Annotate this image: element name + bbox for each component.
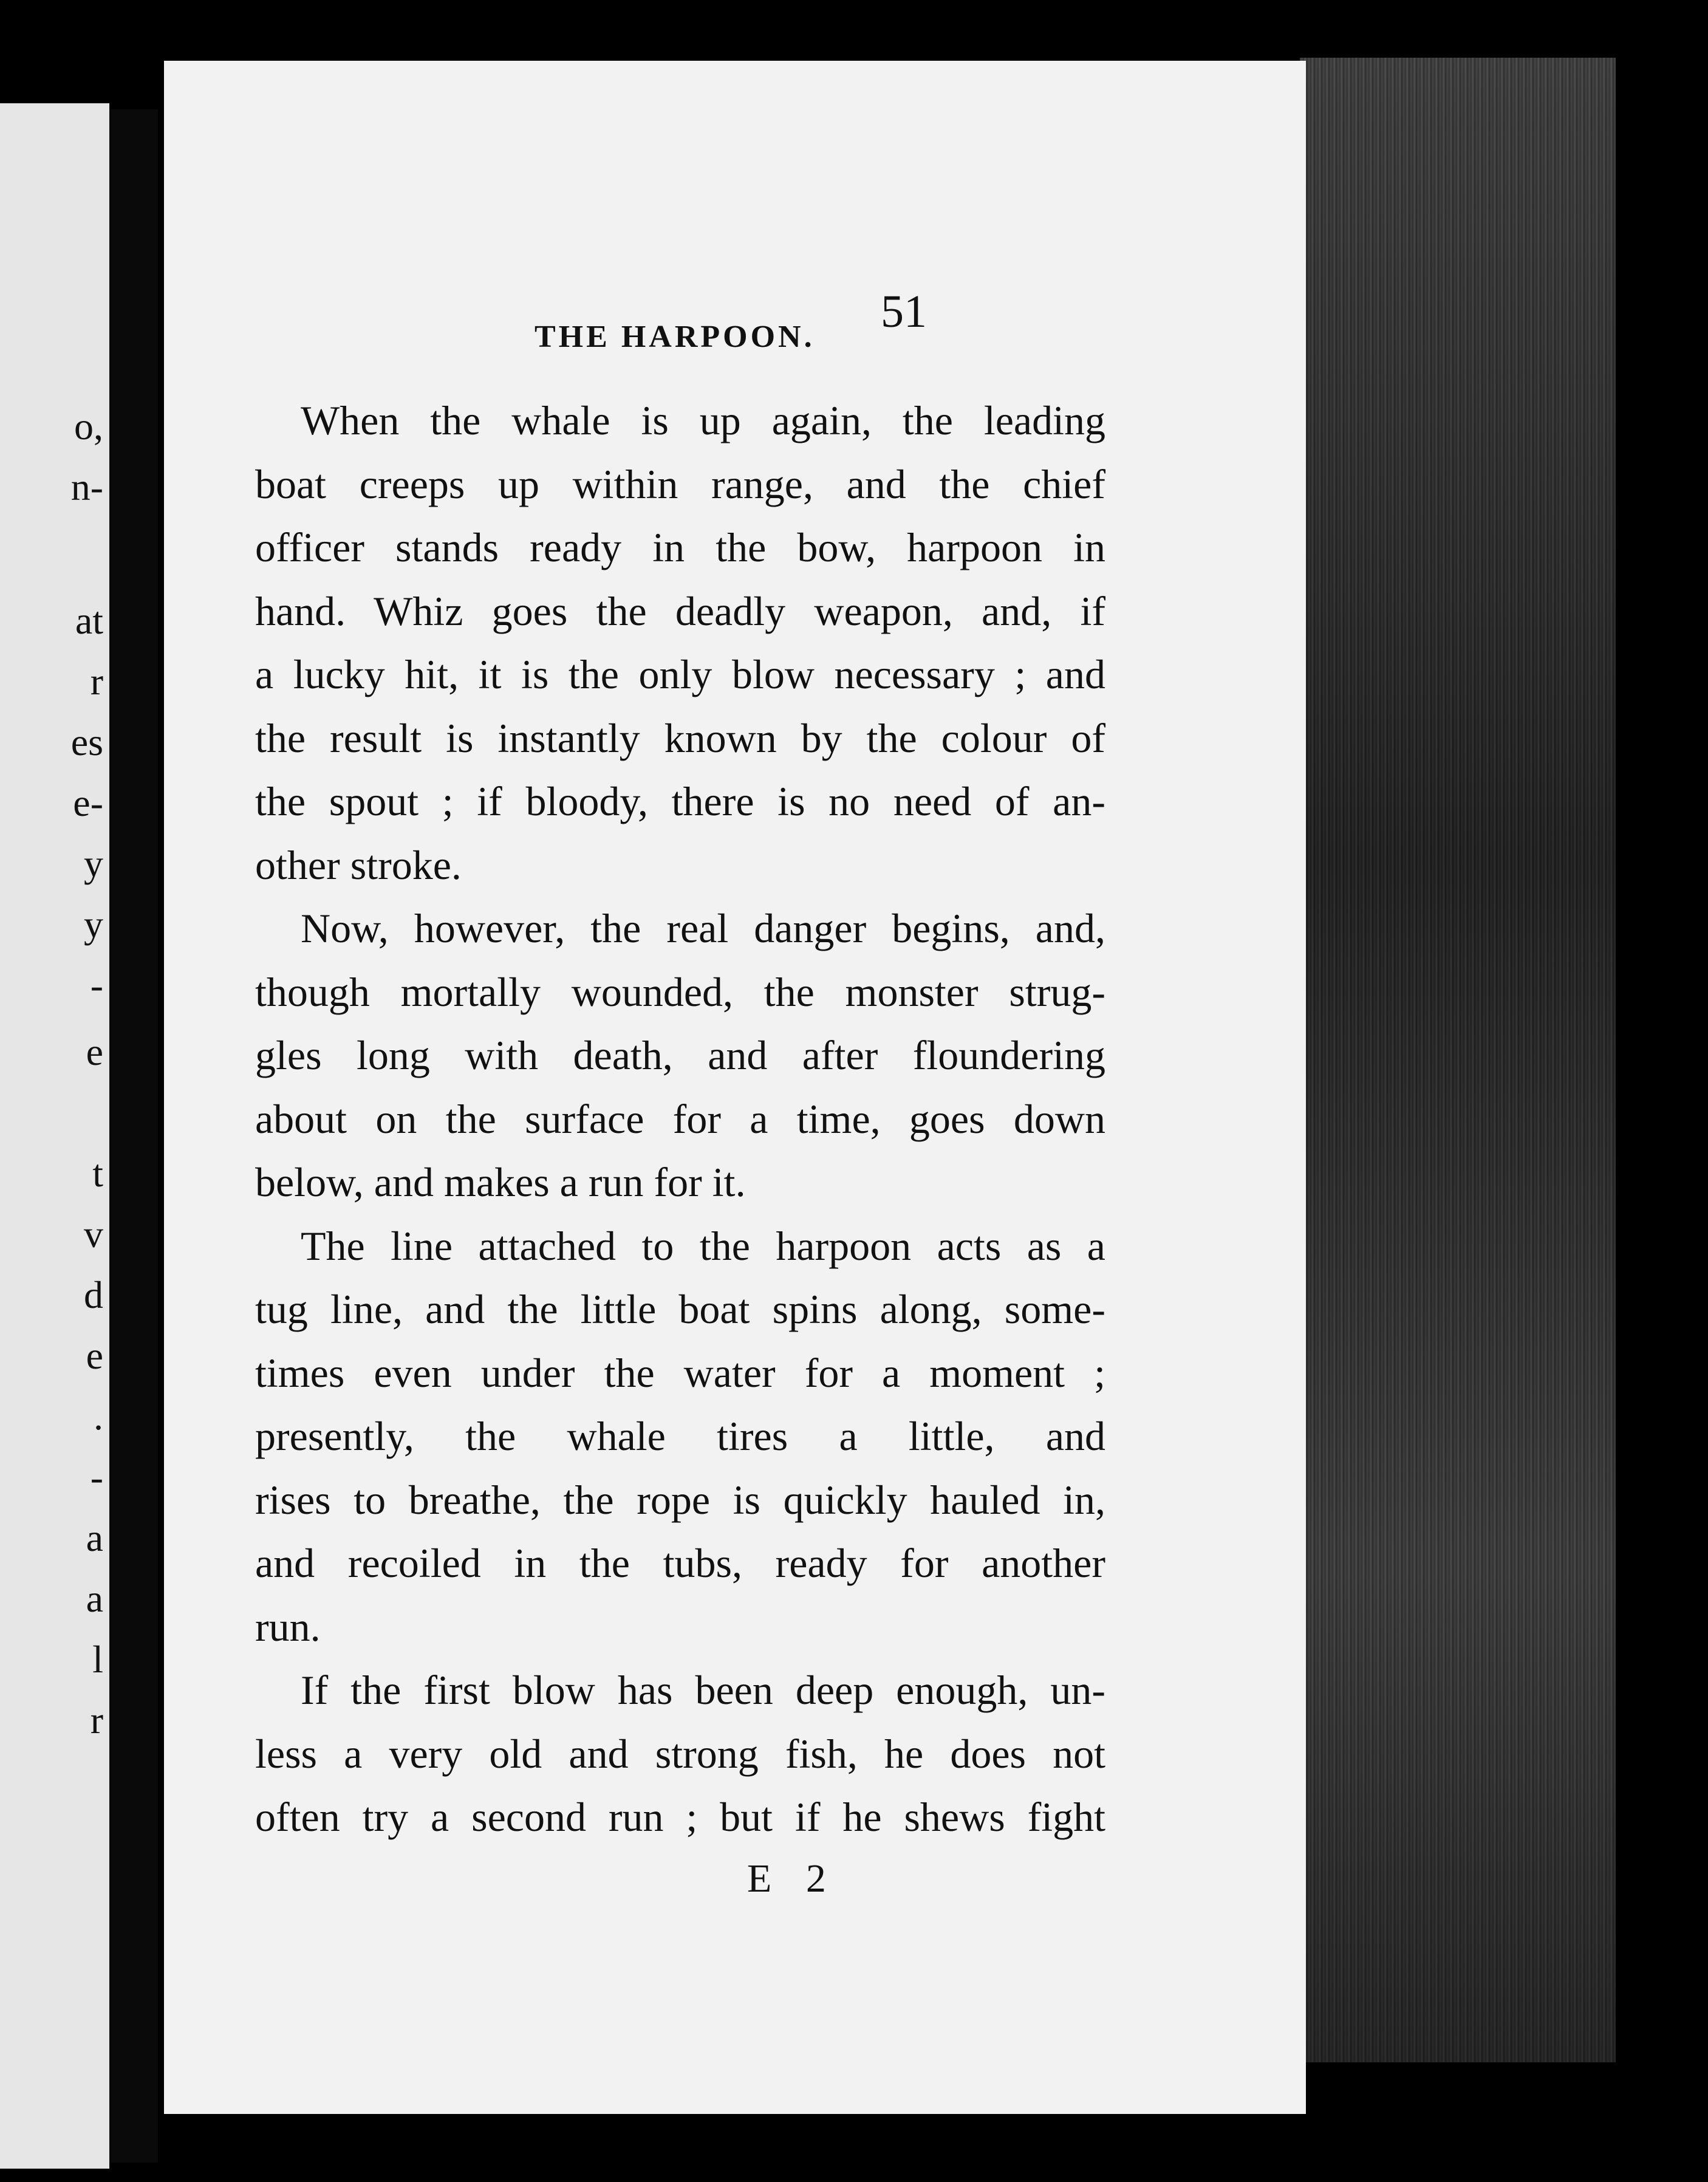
text-line: presently, the whale tires a little, and (255, 1413, 1105, 1459)
left-page-fragment: y (84, 842, 103, 885)
left-page-fragment: r (90, 1698, 103, 1742)
paragraph (255, 1214, 1105, 1659)
left-page-fragment: e- (73, 781, 103, 824)
left-page-fragment: r (90, 660, 103, 703)
text-line: gles long with death, and after floundering (255, 1032, 1105, 1078)
paragraph (255, 1658, 1105, 1849)
left-page-fragment: at (75, 599, 103, 642)
text-line: often try a second run ; but if he shews fight (255, 1794, 1105, 1840)
text-line: run. (255, 1603, 321, 1650)
left-page-fragment: a (86, 1516, 103, 1559)
text-line: about on the surface for a time, goes down (255, 1095, 1105, 1142)
left-page-fragment: - (90, 963, 103, 1007)
signature-mark: E 2 (747, 1856, 838, 1901)
body-text (255, 389, 1105, 1849)
text-line: the spout ; if bloody, there is no need of an- (255, 778, 1105, 824)
text-line: though mortally wounded, the monster strug- (255, 968, 1105, 1015)
text-line: If the first blow has been deep enough, un- (301, 1667, 1105, 1713)
left-page-fragment: v (84, 1212, 103, 1256)
left-page-fragment: es (70, 720, 103, 764)
left-page-fragment: a (86, 1577, 103, 1620)
left-page-fragment: n- (70, 465, 103, 508)
text-line: below, and makes a run for it. (255, 1159, 746, 1205)
text-line: the result is instantly known by the colour of (255, 714, 1105, 761)
text-line: Now, however, the real danger begins, and, (301, 905, 1105, 951)
left-page-fragment: l (92, 1638, 103, 1681)
left-page-fragment: e (86, 1334, 103, 1377)
text-line: less a very old and strong fish, he does not (255, 1730, 1105, 1777)
text-line: tug line, and the little boat spins along, some- (255, 1286, 1105, 1332)
text-line: The line attached to the harpoon acts as a (301, 1222, 1105, 1269)
text-line: officer stands ready in the bow, harpoon in (255, 524, 1105, 570)
left-page-fragment: - (90, 1455, 103, 1499)
left-page-fragment: e (86, 1030, 103, 1073)
page-fore-edge (1300, 58, 1616, 2062)
left-page-fragment: t (92, 1152, 103, 1195)
text-line: times even under the water for a moment ; (255, 1349, 1105, 1396)
text-line: hand. Whiz goes the deadly weapon, and, if (255, 587, 1105, 634)
text-line: rises to breathe, the rope is quickly hauled in, (255, 1476, 1105, 1523)
text-line: When the whale is up again, the leading (301, 397, 1105, 443)
text-line: other stroke. (255, 841, 462, 888)
paragraph (255, 897, 1105, 1214)
text-line: and recoiled in the tubs, ready for another (255, 1540, 1105, 1586)
book-gutter (109, 109, 158, 2163)
paragraph (255, 389, 1105, 897)
text-line: boat creeps up within range, and the chief (255, 460, 1105, 507)
page-header (364, 252, 1093, 354)
text-line: a lucky hit, it is the only blow necessary ; and (255, 651, 1105, 697)
left-page-fragment: y (84, 903, 103, 946)
left-facing-page (0, 103, 109, 2169)
running-head: THE HARPOON. (535, 320, 815, 354)
left-page-fragment: d (84, 1273, 103, 1316)
left-page-fragment: o, (74, 405, 103, 448)
left-page-fragment: . (94, 1395, 103, 1438)
page-number: 51 (881, 286, 927, 337)
